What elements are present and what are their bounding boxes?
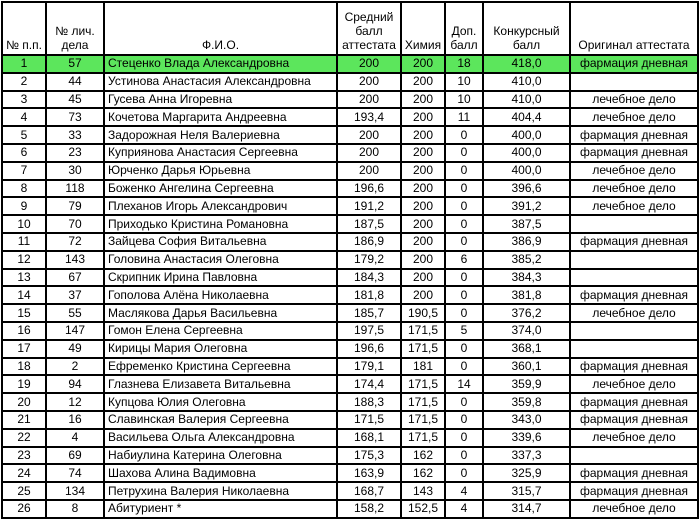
cell-avg[interactable]: 200 bbox=[337, 91, 401, 109]
cell-avg[interactable]: 187,5 bbox=[337, 215, 401, 233]
cell-extra[interactable]: 0 bbox=[445, 411, 483, 429]
cell-name[interactable]: Петрухина Валерия Николаевна bbox=[104, 482, 337, 500]
cell-chem[interactable]: 162 bbox=[401, 447, 445, 465]
table-row[interactable] bbox=[2, 197, 698, 215]
cell-comp[interactable]: 368,1 bbox=[483, 340, 570, 358]
cell-name[interactable]: Шахова Алина Вадимовна bbox=[104, 464, 337, 482]
cell-name[interactable]: Боженко Ангелина Сергеевна bbox=[104, 180, 337, 198]
cell-orig[interactable]: лечебное дело bbox=[570, 180, 698, 198]
cell-num[interactable]: 6 bbox=[2, 144, 46, 162]
cell-comp[interactable]: 315,7 bbox=[483, 482, 570, 500]
cell-chem[interactable]: 200 bbox=[401, 180, 445, 198]
cell-chem[interactable]: 152,5 bbox=[401, 500, 445, 518]
cell-comp[interactable]: 410,0 bbox=[483, 91, 570, 109]
table-row[interactable] bbox=[2, 304, 698, 322]
cell-comp[interactable]: 314,7 bbox=[483, 500, 570, 518]
table-row[interactable] bbox=[2, 429, 698, 447]
header-row bbox=[2, 2, 698, 55]
table-row[interactable] bbox=[2, 447, 698, 465]
cell-file[interactable]: 44 bbox=[46, 73, 104, 91]
table-row[interactable] bbox=[2, 411, 698, 429]
table-row[interactable] bbox=[2, 286, 698, 304]
cell-extra[interactable]: 0 bbox=[445, 180, 483, 198]
cell-name[interactable]: Васильева Ольга Александровна bbox=[104, 429, 337, 447]
cell-comp[interactable]: 384,3 bbox=[483, 269, 570, 287]
cell-comp[interactable]: 376,2 bbox=[483, 304, 570, 322]
cell-file[interactable]: 33 bbox=[46, 126, 104, 144]
cell-orig[interactable]: лечебное дело bbox=[570, 91, 698, 109]
cell-avg[interactable]: 184,3 bbox=[337, 269, 401, 287]
cell-avg[interactable]: 200 bbox=[337, 144, 401, 162]
cell-file[interactable]: 74 bbox=[46, 464, 104, 482]
table-body bbox=[2, 55, 698, 518]
cell-file[interactable]: 57 bbox=[46, 55, 104, 73]
cell-num[interactable]: 13 bbox=[2, 269, 46, 287]
cell-comp[interactable]: 359,9 bbox=[483, 375, 570, 393]
cell-comp[interactable]: 400,0 bbox=[483, 126, 570, 144]
cell-comp[interactable]: 400,0 bbox=[483, 162, 570, 180]
table-row[interactable] bbox=[2, 464, 698, 482]
cell-num[interactable]: 1 bbox=[2, 55, 46, 73]
cell-avg[interactable]: 179,2 bbox=[337, 251, 401, 269]
cell-file[interactable]: 8 bbox=[46, 500, 104, 518]
cell-comp[interactable]: 404,4 bbox=[483, 108, 570, 126]
cell-chem[interactable]: 171,5 bbox=[401, 411, 445, 429]
cell-extra[interactable]: 0 bbox=[445, 144, 483, 162]
cell-name[interactable]: Ефременко Кристина Сергеевна bbox=[104, 358, 337, 376]
cell-extra[interactable]: 0 bbox=[445, 162, 483, 180]
applicants-table bbox=[1, 1, 699, 519]
cell-file[interactable]: 30 bbox=[46, 162, 104, 180]
cell-num[interactable]: 15 bbox=[2, 304, 46, 322]
cell-name[interactable]: Гополова Алёна Николаевна bbox=[104, 286, 337, 304]
cell-name[interactable]: Юрченко Дарья Юрьевна bbox=[104, 162, 337, 180]
cell-num[interactable]: 20 bbox=[2, 393, 46, 411]
column-header-chem[interactable]: Химия bbox=[401, 2, 445, 55]
table-row[interactable] bbox=[2, 251, 698, 269]
cell-num[interactable]: 9 bbox=[2, 197, 46, 215]
cell-name[interactable]: Абитуриент * bbox=[104, 500, 337, 518]
table-row[interactable] bbox=[2, 73, 698, 91]
cell-comp[interactable]: 410,0 bbox=[483, 73, 570, 91]
cell-name[interactable]: Зайцева София Витальевна bbox=[104, 233, 337, 251]
cell-avg[interactable]: 163,9 bbox=[337, 464, 401, 482]
cell-file[interactable]: 143 bbox=[46, 251, 104, 269]
cell-file[interactable]: 4 bbox=[46, 429, 104, 447]
cell-comp[interactable]: 374,0 bbox=[483, 322, 570, 340]
cell-file[interactable]: 72 bbox=[46, 233, 104, 251]
cell-comp[interactable]: 360,1 bbox=[483, 358, 570, 376]
cell-orig[interactable]: фармация дневная bbox=[570, 144, 698, 162]
cell-orig[interactable]: фармация дневная bbox=[570, 482, 698, 500]
cell-extra[interactable]: 0 bbox=[445, 340, 483, 358]
cell-avg[interactable]: 200 bbox=[337, 162, 401, 180]
cell-file[interactable]: 67 bbox=[46, 269, 104, 287]
cell-name[interactable]: Глазнева Елизавета Витальевна bbox=[104, 375, 337, 393]
table-row[interactable] bbox=[2, 144, 698, 162]
cell-file[interactable]: 118 bbox=[46, 180, 104, 198]
cell-chem[interactable]: 200 bbox=[401, 197, 445, 215]
cell-comp[interactable]: 359,8 bbox=[483, 393, 570, 411]
cell-extra[interactable]: 0 bbox=[445, 393, 483, 411]
cell-file[interactable]: 2 bbox=[46, 358, 104, 376]
cell-chem[interactable]: 190,5 bbox=[401, 304, 445, 322]
cell-chem[interactable]: 171,5 bbox=[401, 340, 445, 358]
cell-name[interactable]: Задорожная Неля Валериевна bbox=[104, 126, 337, 144]
cell-orig[interactable]: лечебное дело bbox=[570, 197, 698, 215]
cell-chem[interactable]: 200 bbox=[401, 162, 445, 180]
column-header-extra[interactable]: Доп. балл bbox=[445, 2, 483, 55]
cell-chem[interactable]: 171,5 bbox=[401, 375, 445, 393]
cell-file[interactable]: 37 bbox=[46, 286, 104, 304]
column-header-avg[interactable]: Средний балл аттестата bbox=[337, 2, 401, 55]
cell-orig[interactable]: фармация дневная bbox=[570, 411, 698, 429]
table-row[interactable] bbox=[2, 375, 698, 393]
cell-file[interactable]: 94 bbox=[46, 375, 104, 393]
cell-file[interactable]: 45 bbox=[46, 91, 104, 109]
cell-extra[interactable]: 10 bbox=[445, 91, 483, 109]
cell-chem[interactable]: 200 bbox=[401, 286, 445, 304]
table-row[interactable] bbox=[2, 55, 698, 73]
table-row[interactable] bbox=[2, 126, 698, 144]
cell-avg[interactable]: 191,2 bbox=[337, 197, 401, 215]
cell-comp[interactable]: 385,2 bbox=[483, 251, 570, 269]
column-header-orig[interactable]: Оригинал аттестата bbox=[570, 2, 698, 55]
table-row[interactable] bbox=[2, 108, 698, 126]
cell-comp[interactable]: 386,9 bbox=[483, 233, 570, 251]
cell-extra[interactable]: 0 bbox=[445, 358, 483, 376]
table-row[interactable] bbox=[2, 393, 698, 411]
cell-extra[interactable]: 0 bbox=[445, 464, 483, 482]
cell-num[interactable]: 26 bbox=[2, 500, 46, 518]
cell-name[interactable]: Стеценко Влада Александровна bbox=[104, 55, 337, 73]
cell-extra[interactable]: 5 bbox=[445, 322, 483, 340]
cell-comp[interactable]: 387,5 bbox=[483, 215, 570, 233]
cell-extra[interactable]: 10 bbox=[445, 73, 483, 91]
cell-chem[interactable]: 143 bbox=[401, 482, 445, 500]
cell-extra[interactable]: 0 bbox=[445, 269, 483, 287]
column-header-file[interactable]: № лич. дела bbox=[46, 2, 104, 55]
cell-name[interactable]: Приходько Кристина Романовна bbox=[104, 215, 337, 233]
table-row[interactable] bbox=[2, 180, 698, 198]
cell-file[interactable]: 49 bbox=[46, 340, 104, 358]
cell-chem[interactable]: 200 bbox=[401, 144, 445, 162]
cell-orig[interactable] bbox=[570, 269, 698, 287]
cell-orig[interactable]: фармация дневная bbox=[570, 286, 698, 304]
cell-num[interactable]: 21 bbox=[2, 411, 46, 429]
cell-extra[interactable]: 0 bbox=[445, 447, 483, 465]
cell-orig[interactable]: фармация дневная bbox=[570, 55, 698, 73]
cell-orig[interactable]: фармация дневная bbox=[570, 233, 698, 251]
cell-name[interactable]: Куприянова Анастасия Сергеевна bbox=[104, 144, 337, 162]
column-header-comp[interactable]: Конкурсный балл bbox=[483, 2, 570, 55]
cell-num[interactable]: 7 bbox=[2, 162, 46, 180]
cell-num[interactable]: 19 bbox=[2, 375, 46, 393]
cell-extra[interactable]: 0 bbox=[445, 429, 483, 447]
cell-file[interactable]: 23 bbox=[46, 144, 104, 162]
cell-avg[interactable]: 200 bbox=[337, 126, 401, 144]
cell-num[interactable]: 17 bbox=[2, 340, 46, 358]
cell-avg[interactable]: 200 bbox=[337, 73, 401, 91]
cell-comp[interactable]: 381,8 bbox=[483, 286, 570, 304]
cell-avg[interactable]: 168,1 bbox=[337, 429, 401, 447]
cell-orig[interactable] bbox=[570, 340, 698, 358]
cell-avg[interactable]: 196,6 bbox=[337, 340, 401, 358]
cell-comp[interactable]: 418,0 bbox=[483, 55, 570, 73]
cell-avg[interactable]: 175,3 bbox=[337, 447, 401, 465]
cell-avg[interactable]: 174,4 bbox=[337, 375, 401, 393]
cell-orig[interactable]: лечебное дело bbox=[570, 108, 698, 126]
cell-extra[interactable]: 0 bbox=[445, 286, 483, 304]
cell-orig[interactable]: лечебное дело bbox=[570, 304, 698, 322]
column-header-name[interactable]: Ф.И.О. bbox=[104, 2, 337, 55]
cell-file[interactable]: 79 bbox=[46, 197, 104, 215]
cell-comp[interactable]: 400,0 bbox=[483, 144, 570, 162]
cell-avg[interactable]: 197,5 bbox=[337, 322, 401, 340]
cell-chem[interactable]: 200 bbox=[401, 73, 445, 91]
cell-avg[interactable]: 168,7 bbox=[337, 482, 401, 500]
cell-orig[interactable]: фармация дневная bbox=[570, 126, 698, 144]
table-row[interactable] bbox=[2, 215, 698, 233]
cell-extra[interactable]: 4 bbox=[445, 500, 483, 518]
cell-name[interactable]: Маслякова Дарья Васильевна bbox=[104, 304, 337, 322]
cell-name[interactable]: Плеханов Игорь Александрович bbox=[104, 197, 337, 215]
cell-avg[interactable]: 196,6 bbox=[337, 180, 401, 198]
cell-extra[interactable]: 6 bbox=[445, 251, 483, 269]
cell-num[interactable]: 5 bbox=[2, 126, 46, 144]
cell-chem[interactable]: 200 bbox=[401, 269, 445, 287]
cell-name[interactable]: Кирицы Мария Олеговна bbox=[104, 340, 337, 358]
cell-num[interactable]: 8 bbox=[2, 180, 46, 198]
cell-orig[interactable]: лечебное дело bbox=[570, 429, 698, 447]
table-row[interactable] bbox=[2, 358, 698, 376]
table-row[interactable] bbox=[2, 322, 698, 340]
cell-name[interactable]: Головина Анастасия Олеговна bbox=[104, 251, 337, 269]
cell-name[interactable]: Набиулина Катерина Олеговна bbox=[104, 447, 337, 465]
cell-avg[interactable]: 181,8 bbox=[337, 286, 401, 304]
cell-num[interactable]: 14 bbox=[2, 286, 46, 304]
cell-num[interactable]: 16 bbox=[2, 322, 46, 340]
cell-extra[interactable]: 0 bbox=[445, 126, 483, 144]
cell-extra[interactable]: 0 bbox=[445, 233, 483, 251]
cell-extra[interactable]: 0 bbox=[445, 197, 483, 215]
cell-avg[interactable]: 179,1 bbox=[337, 358, 401, 376]
cell-chem[interactable]: 200 bbox=[401, 91, 445, 109]
cell-avg[interactable]: 186,9 bbox=[337, 233, 401, 251]
cell-name[interactable]: Кочетова Маргарита Андреевна bbox=[104, 108, 337, 126]
table-row[interactable] bbox=[2, 500, 698, 518]
cell-orig[interactable]: лечебное дело bbox=[570, 375, 698, 393]
cell-orig[interactable] bbox=[570, 322, 698, 340]
cell-file[interactable]: 147 bbox=[46, 322, 104, 340]
cell-comp[interactable]: 343,0 bbox=[483, 411, 570, 429]
table-row[interactable] bbox=[2, 91, 698, 109]
cell-file[interactable]: 73 bbox=[46, 108, 104, 126]
cell-comp[interactable]: 391,2 bbox=[483, 197, 570, 215]
cell-avg[interactable]: 171,5 bbox=[337, 411, 401, 429]
cell-avg[interactable]: 158,2 bbox=[337, 500, 401, 518]
cell-name[interactable]: Гомон Елена Сергеевна bbox=[104, 322, 337, 340]
cell-extra[interactable]: 14 bbox=[445, 375, 483, 393]
cell-num[interactable]: 2 bbox=[2, 73, 46, 91]
cell-chem[interactable]: 200 bbox=[401, 126, 445, 144]
cell-num[interactable]: 11 bbox=[2, 233, 46, 251]
cell-chem[interactable]: 200 bbox=[401, 233, 445, 251]
cell-chem[interactable]: 181 bbox=[401, 358, 445, 376]
cell-chem[interactable]: 171,5 bbox=[401, 393, 445, 411]
cell-num[interactable]: 12 bbox=[2, 251, 46, 269]
cell-orig[interactable]: фармация дневная bbox=[570, 358, 698, 376]
cell-file[interactable]: 12 bbox=[46, 393, 104, 411]
cell-name[interactable]: Славинская Валерия Сергеевна bbox=[104, 411, 337, 429]
cell-chem[interactable]: 200 bbox=[401, 108, 445, 126]
cell-orig[interactable] bbox=[570, 215, 698, 233]
cell-file[interactable]: 55 bbox=[46, 304, 104, 322]
cell-avg[interactable]: 193,4 bbox=[337, 108, 401, 126]
cell-chem[interactable]: 171,5 bbox=[401, 322, 445, 340]
cell-name[interactable]: Купцова Юлия Олеговна bbox=[104, 393, 337, 411]
cell-orig[interactable] bbox=[570, 73, 698, 91]
cell-file[interactable]: 69 bbox=[46, 447, 104, 465]
cell-file[interactable]: 16 bbox=[46, 411, 104, 429]
table-row[interactable] bbox=[2, 482, 698, 500]
cell-num[interactable]: 4 bbox=[2, 108, 46, 126]
cell-avg[interactable]: 188,3 bbox=[337, 393, 401, 411]
table-row[interactable] bbox=[2, 162, 698, 180]
cell-extra[interactable]: 0 bbox=[445, 215, 483, 233]
cell-file[interactable]: 70 bbox=[46, 215, 104, 233]
cell-extra[interactable]: 11 bbox=[445, 108, 483, 126]
cell-num[interactable]: 23 bbox=[2, 447, 46, 465]
cell-name[interactable]: Скрипник Ирина Павловна bbox=[104, 269, 337, 287]
cell-chem[interactable]: 171,5 bbox=[401, 429, 445, 447]
table-row[interactable] bbox=[2, 233, 698, 251]
cell-orig[interactable] bbox=[570, 251, 698, 269]
cell-extra[interactable]: 4 bbox=[445, 482, 483, 500]
cell-orig[interactable]: фармация дневная bbox=[570, 393, 698, 411]
column-header-num[interactable]: № п.п. bbox=[2, 2, 46, 55]
cell-num[interactable]: 10 bbox=[2, 215, 46, 233]
cell-file[interactable]: 134 bbox=[46, 482, 104, 500]
cell-num[interactable]: 3 bbox=[2, 91, 46, 109]
cell-num[interactable]: 24 bbox=[2, 464, 46, 482]
cell-name[interactable]: Гусева Анна Игоревна bbox=[104, 91, 337, 109]
cell-extra[interactable]: 0 bbox=[445, 304, 483, 322]
cell-num[interactable]: 25 bbox=[2, 482, 46, 500]
cell-orig[interactable]: лечебное дело bbox=[570, 162, 698, 180]
cell-num[interactable]: 18 bbox=[2, 358, 46, 376]
cell-avg[interactable]: 185,7 bbox=[337, 304, 401, 322]
cell-chem[interactable]: 162 bbox=[401, 464, 445, 482]
cell-extra[interactable]: 18 bbox=[445, 55, 483, 73]
cell-chem[interactable]: 200 bbox=[401, 55, 445, 73]
cell-orig[interactable]: лечебное дело bbox=[570, 500, 698, 518]
cell-comp[interactable]: 325,9 bbox=[483, 464, 570, 482]
cell-comp[interactable]: 339,6 bbox=[483, 429, 570, 447]
cell-name[interactable]: Устинова Анастасия Александровна bbox=[104, 73, 337, 91]
cell-orig[interactable]: фармация дневная bbox=[570, 464, 698, 482]
cell-num[interactable]: 22 bbox=[2, 429, 46, 447]
table-row[interactable] bbox=[2, 340, 698, 358]
cell-avg[interactable]: 200 bbox=[337, 55, 401, 73]
table-row[interactable] bbox=[2, 269, 698, 287]
cell-orig[interactable] bbox=[570, 447, 698, 465]
cell-chem[interactable]: 200 bbox=[401, 215, 445, 233]
cell-comp[interactable]: 396,6 bbox=[483, 180, 570, 198]
cell-comp[interactable]: 337,3 bbox=[483, 447, 570, 465]
cell-chem[interactable]: 200 bbox=[401, 251, 445, 269]
